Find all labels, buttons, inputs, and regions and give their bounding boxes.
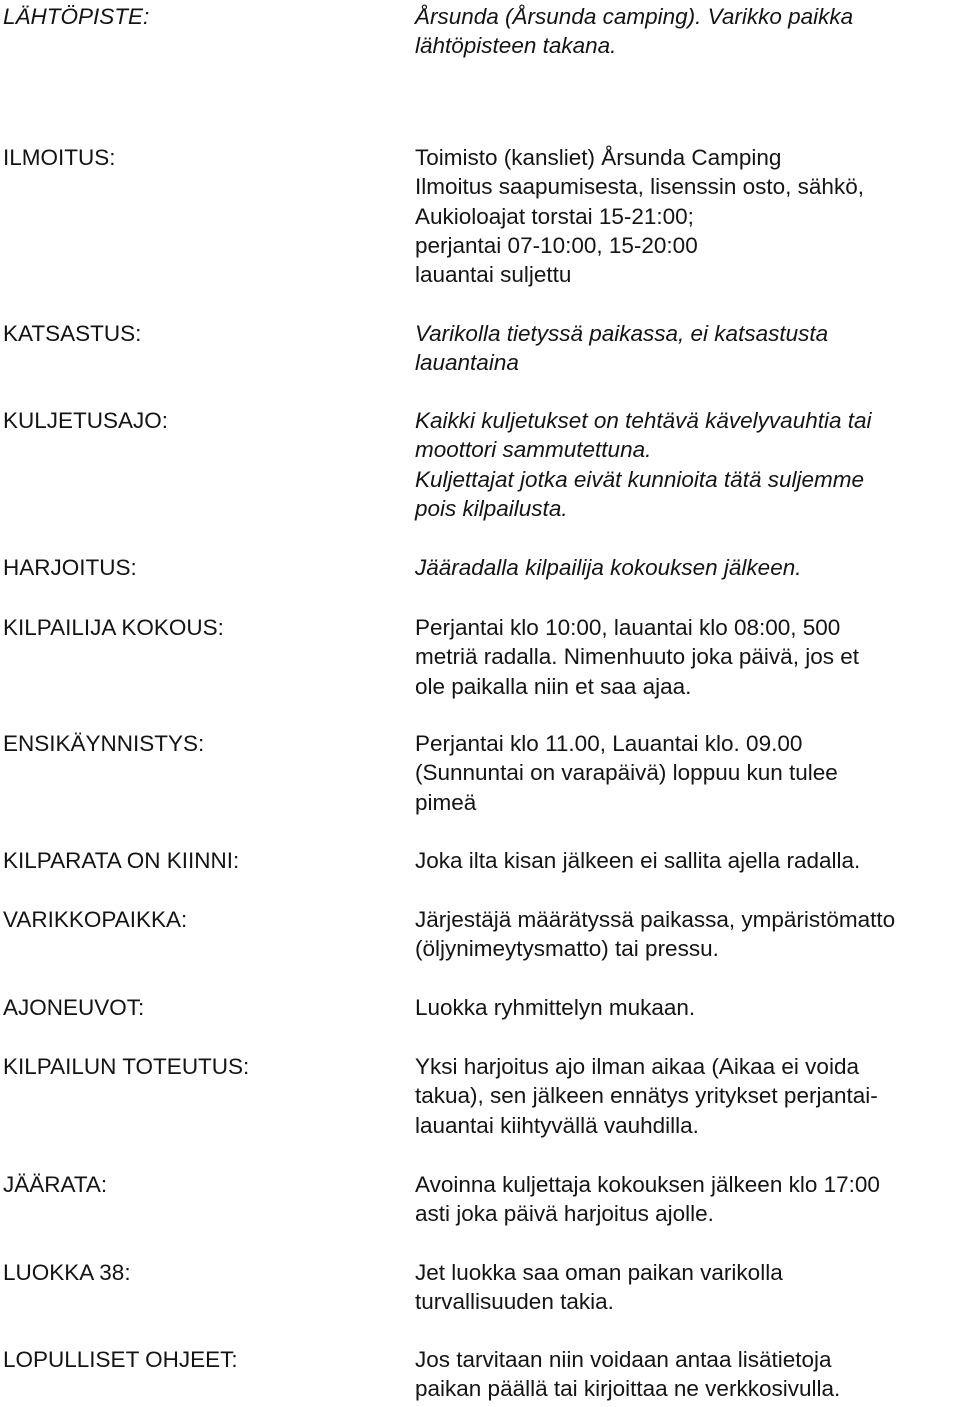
field-value-line: Toimisto (kansliet) Årsunda Camping bbox=[415, 145, 782, 170]
field-value-line: (Sunnuntai on varapäivä) loppuu kun tulee bbox=[415, 760, 838, 786]
field-value-line: Ilmoitus saapumisesta, lisenssin osto, sähkö, bbox=[415, 174, 864, 200]
field-label-varikkopaikka: VARIKKOPAIKKA: bbox=[3, 907, 188, 932]
field-value-line: Perjantai klo 10:00, lauantai klo 08:00, 500 bbox=[415, 615, 841, 640]
field-value-line: Järjestäjä määrätyssä paikassa, ympäristömatto bbox=[415, 907, 896, 932]
field-label-kuljetusajo: KULJETUSAJO: bbox=[3, 408, 169, 433]
field-value-line: Varikolla tietyssä paikassa, ei katsastusta bbox=[415, 321, 829, 346]
field-value-line: Kuljettajat jotka eivät kunnioita tätä suljemme bbox=[415, 466, 864, 492]
field-label-ensikäynnistys: ENSIKÄYNNISTYS: bbox=[3, 731, 205, 756]
field-label-lähtöpiste: LÄHTÖPISTE: bbox=[3, 4, 150, 29]
field-value-line: Årsunda (Årsunda camping). Varikko paikka bbox=[415, 4, 854, 29]
field-value-line: lähtöpisteen takana. bbox=[415, 33, 617, 59]
field-value-line: Jos tarvitaan niin voidaan antaa lisätietoja bbox=[415, 1347, 832, 1372]
field-label-ajoneuvot: AJONEUVOT: bbox=[3, 995, 145, 1020]
field-value-line: Jääradalla kilpailija kokouksen jälkeen. bbox=[415, 555, 802, 580]
field-value-line: moottori sammutettuna. bbox=[415, 437, 652, 463]
field-value-line: lauantai suljettu bbox=[415, 262, 572, 288]
field-value-line: (öljynimeytysmatto) tai pressu. bbox=[415, 936, 719, 962]
field-label-katsastus: KATSASTUS: bbox=[3, 321, 142, 346]
field-value-line: takua), sen jälkeen ennätys yritykset perjantai- bbox=[415, 1083, 878, 1109]
field-value-line: metriä radalla. Nimenhuuto joka päivä, jos et bbox=[415, 644, 859, 670]
field-value-line: paikan päällä tai kirjoittaa ne verkkosivulla. bbox=[415, 1376, 841, 1402]
field-value-line: Luokka ryhmittelyn mukaan. bbox=[415, 995, 696, 1020]
field-value-line: pimeä bbox=[415, 789, 477, 815]
field-label-kilpailun-toteutus: KILPAILUN TOTEUTUS: bbox=[3, 1054, 250, 1079]
field-value-line: Avoinna kuljettaja kokouksen jälkeen klo 17:00 bbox=[415, 1172, 880, 1197]
field-label-ilmoitus: ILMOITUS: bbox=[3, 145, 116, 170]
field-value-line: pois kilpailusta. bbox=[415, 495, 568, 521]
field-value-line: Aukioloajat torstai 15-21:00; bbox=[415, 203, 694, 229]
field-label-jäärata: JÄÄRATA: bbox=[3, 1172, 108, 1197]
field-value-line: lauantai kiihtyvällä vauhdilla. bbox=[415, 1112, 699, 1138]
field-label-harjoitus: HARJOITUS: bbox=[3, 555, 137, 580]
field-value-line: Jet luokka saa oman paikan varikolla bbox=[415, 1260, 783, 1285]
field-label-lopulliset-ohjeet: LOPULLISET OHJEET: bbox=[3, 1347, 238, 1372]
field-value-line: Yksi harjoitus ajo ilman aikaa (Aikaa ei voida bbox=[415, 1054, 859, 1079]
field-value-line: asti joka päivä harjoitus ajolle. bbox=[415, 1201, 714, 1227]
field-label-kilparata-on-kiinni: KILPARATA ON KIINNI: bbox=[3, 848, 240, 873]
field-value-line: Kaikki kuljetukset on tehtävä kävelyvauhtia tai bbox=[415, 408, 872, 433]
field-value-line: Perjantai klo 11.00, Lauantai klo. 09.00 bbox=[415, 731, 803, 756]
field-value-line: Joka ilta kisan jälkeen ei sallita ajella radalla. bbox=[415, 848, 861, 873]
field-value-line: perjantai 07-10:00, 15-20:00 bbox=[415, 232, 698, 258]
field-value-line: ole paikalla niin et saa ajaa. bbox=[415, 673, 692, 699]
field-value-line: turvallisuuden takia. bbox=[415, 1289, 614, 1315]
field-label-kilpailija-kokous: KILPAILIJA KOKOUS: bbox=[3, 615, 224, 640]
field-label-luokka-38: LUOKKA 38: bbox=[3, 1260, 131, 1285]
field-value-line: lauantaina bbox=[415, 350, 519, 376]
